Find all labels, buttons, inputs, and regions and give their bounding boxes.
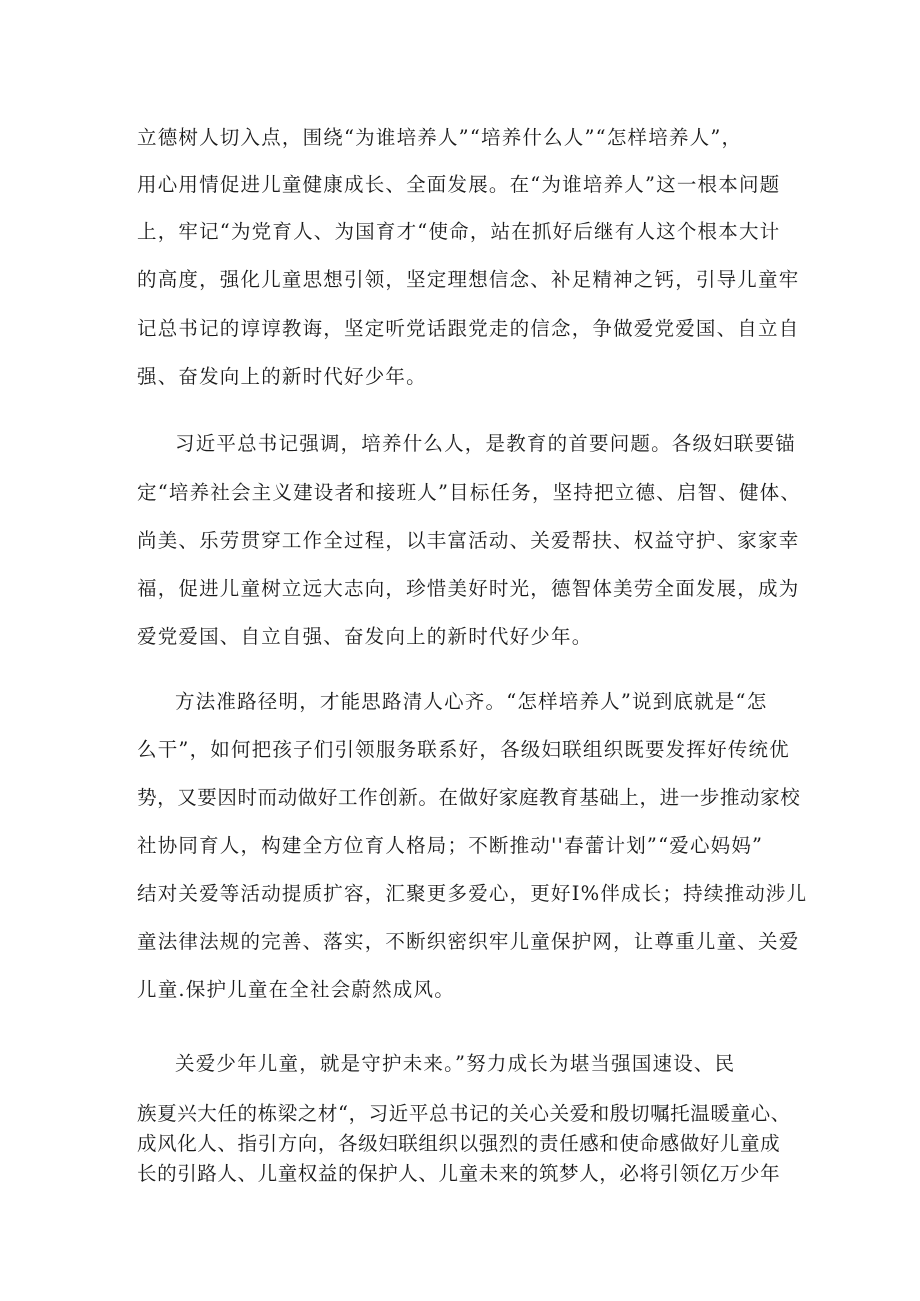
paragraph-4-line-4: 长的引路人、儿童权益的保护人、儿童未来的筑梦人，必将引领亿万少年 — [137, 1162, 781, 1185]
paragraph-1-line-3: 上，牢记“为党育人、为国育才“使命，站在抓好后继有人这个根本大计 — [137, 220, 781, 243]
paragraph-3-line-3: 势，又要因时而动做好工作创新。在做好家庭教育基础上，进一步推动家校 — [137, 786, 801, 809]
paragraph-2-line-2: 定“培养社会主义建设者和接班人”目标任务，坚持把立德、启智、健体、 — [137, 481, 802, 504]
paragraph-2-line-1: 习近平总书记强调，培养什么人，是教育的首要问题。各级妇联要锚 — [175, 432, 797, 455]
paragraph-3-line-5: 结对关爱等活动提质扩容，汇聚更多爱心，更好I%伴成长；持续推动涉儿 — [137, 882, 808, 905]
paragraph-3-line-6: 童法律法规的完善、落实，不断织密织牢儿童保护网，让尊重儿童、关爱 — [137, 930, 800, 953]
paragraph-2-line-5: 爱党爱国、自立自强、奋发向上的新时代好少年。 — [137, 625, 593, 648]
paragraph-3-line-1: 方法准路径明，才能思路清人心齐。“怎样培养人”说到底就是“怎 — [175, 690, 768, 713]
paragraph-3-line-4: 社协同育人，构建全方位育人格局；不断推动''春蕾计划”“爱心妈妈” — [137, 834, 764, 857]
paragraph-3-line-7: 儿童.保护儿童在全社会蔚然成风。 — [137, 978, 455, 1001]
paragraph-1-line-4: 的高度，强化儿童思想引领，坚定理想信念、补足精神之钙，引导儿童牢 — [137, 268, 800, 291]
paragraph-2-line-4: 福，促进儿童树立远大志向，珍惜美好时光，德智体美劳全面发展，成为 — [137, 577, 800, 600]
paragraph-4-line-1: 关爱少年儿童，就是守护未来。”努力成长为堪当强国速设、民 — [175, 1052, 736, 1075]
paragraph-1-line-2: 用心用情促进儿童健康成长、全面发展。在“为谁培养人”这一根本问题 — [137, 173, 781, 196]
paragraph-1-line-1: 立德树人切入点，围绕“为谁培养人”“培养什么人”“怎样培养人”， — [137, 126, 743, 149]
paragraph-4-line-2: 族夏兴大任的栋梁之材“，习近平总书记的关心关爱和殷切嘱托温暖童心、 — [137, 1102, 791, 1125]
paragraph-4-line-3: 成风化人、指引方向，各级妇联组织以强烈的责任感和使命感做好儿童成 — [137, 1132, 781, 1155]
paragraph-2-line-3: 尚美、乐劳贯穿工作全过程，以丰富活动、关爱帮扶、权益守护、家家幸 — [137, 529, 800, 552]
paragraph-1-line-5: 记总书记的谆谆教诲，坚定听党话跟党走的信念，争做爱党爱国、自立自 — [137, 317, 800, 340]
paragraph-3-line-2: 么干”，如何把孩子们引领服务联系好，各级妇联组织既要发挥好传统优 — [137, 738, 790, 761]
paragraph-1-line-6: 强、奋发向上的新时代好少年。 — [137, 365, 427, 388]
